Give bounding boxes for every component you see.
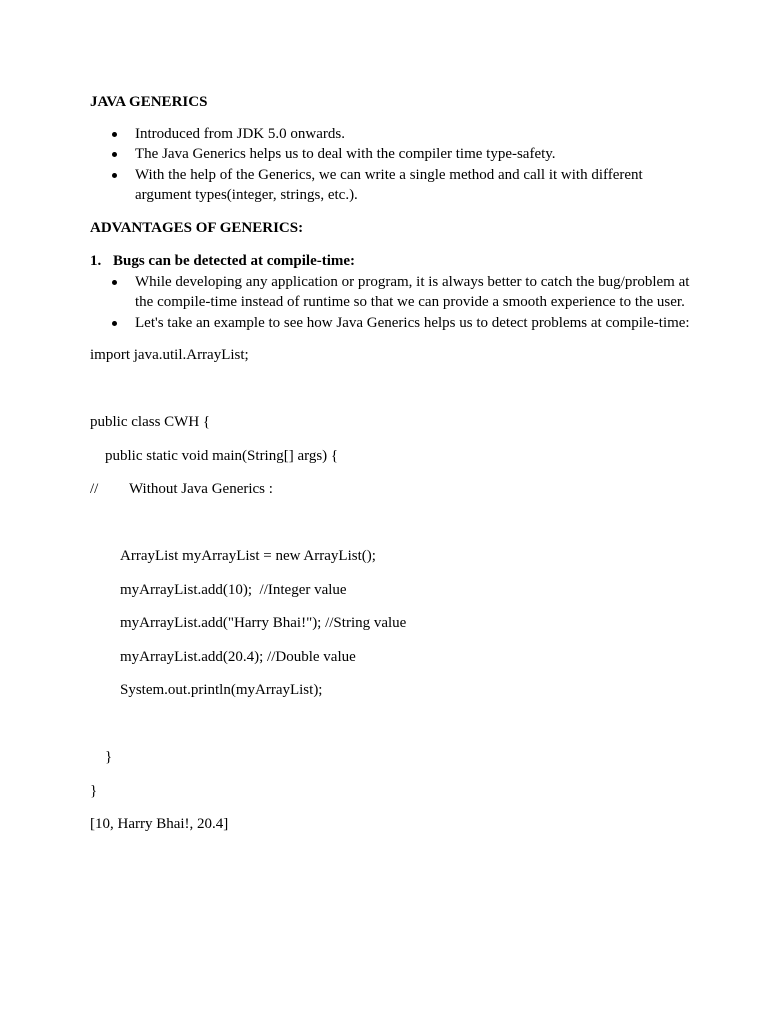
- code-class-declaration: public class CWH {: [90, 414, 211, 430]
- bullet-item: [90, 144, 690, 165]
- bullet-icon: [112, 152, 117, 157]
- advantages-heading: ADVANTAGES OF GENERICS:: [90, 219, 304, 236]
- code-add-integer-line: myArrayList.add(10); //Integer value: [120, 581, 347, 598]
- code-new-list-line: ArrayList myArrayList = new ArrayList();: [120, 548, 376, 564]
- comment-slashes: //: [90, 481, 99, 497]
- intro-bullet-list: [90, 124, 690, 206]
- code-add-double-line: myArrayList.add(20.4); //Double value: [120, 648, 356, 665]
- bullet-text: With the help of the Generics, we can write a single method and call it with different argument types(integer, strings, etc.).: [135, 166, 643, 203]
- bullet-text: Let's take an example to see how Java Generics helps us to detect problems at compile-time:: [135, 314, 690, 331]
- code-add-string-line: myArrayList.add("Harry Bhai!"); //String value: [120, 615, 407, 631]
- advantage-number: 1.: [90, 253, 102, 269]
- advantage-item-heading: [90, 251, 690, 272]
- bullet-item: [90, 124, 690, 145]
- bullet-item: [90, 272, 690, 313]
- code-main-declaration: public static void main(String[] args) {: [105, 447, 339, 464]
- bullet-text: Introduced from JDK 5.0 onwards.: [135, 125, 345, 142]
- program-output: [10, Harry Bhai!, 20.4]: [90, 816, 229, 832]
- blank-line: [90, 714, 690, 748]
- bullet-item: [90, 165, 690, 206]
- blank-line: [90, 379, 690, 413]
- code-close-main: }: [105, 749, 113, 765]
- code-import-line: import java.util.ArrayList;: [90, 347, 249, 363]
- document-content: [90, 92, 690, 848]
- bullet-icon: [112, 173, 117, 178]
- comment-text: Without Java Generics :: [129, 481, 273, 497]
- advantage-title: Bugs can be detected at compile-time:: [113, 253, 356, 269]
- bullet-icon: [112, 280, 117, 285]
- code-close-class: }: [90, 782, 98, 799]
- document-title: JAVA GENERICS: [90, 94, 208, 110]
- bullet-item: [90, 313, 690, 334]
- bullet-text: The Java Generics helps us to deal with the compiler time type-safety.: [135, 146, 556, 162]
- code-print-line: System.out.println(myArrayList);: [120, 682, 323, 698]
- blank-line: [90, 513, 690, 547]
- bullet-icon: [112, 321, 117, 326]
- code-comment-line: [90, 479, 690, 500]
- advantage-bullet-list: [90, 272, 690, 334]
- bullet-icon: [112, 132, 117, 137]
- bullet-text: While developing any application or program, it is always better to catch the bug/problem at the compile-time instead of runtime so that we can provide a smooth experience to the user.: [135, 273, 690, 310]
